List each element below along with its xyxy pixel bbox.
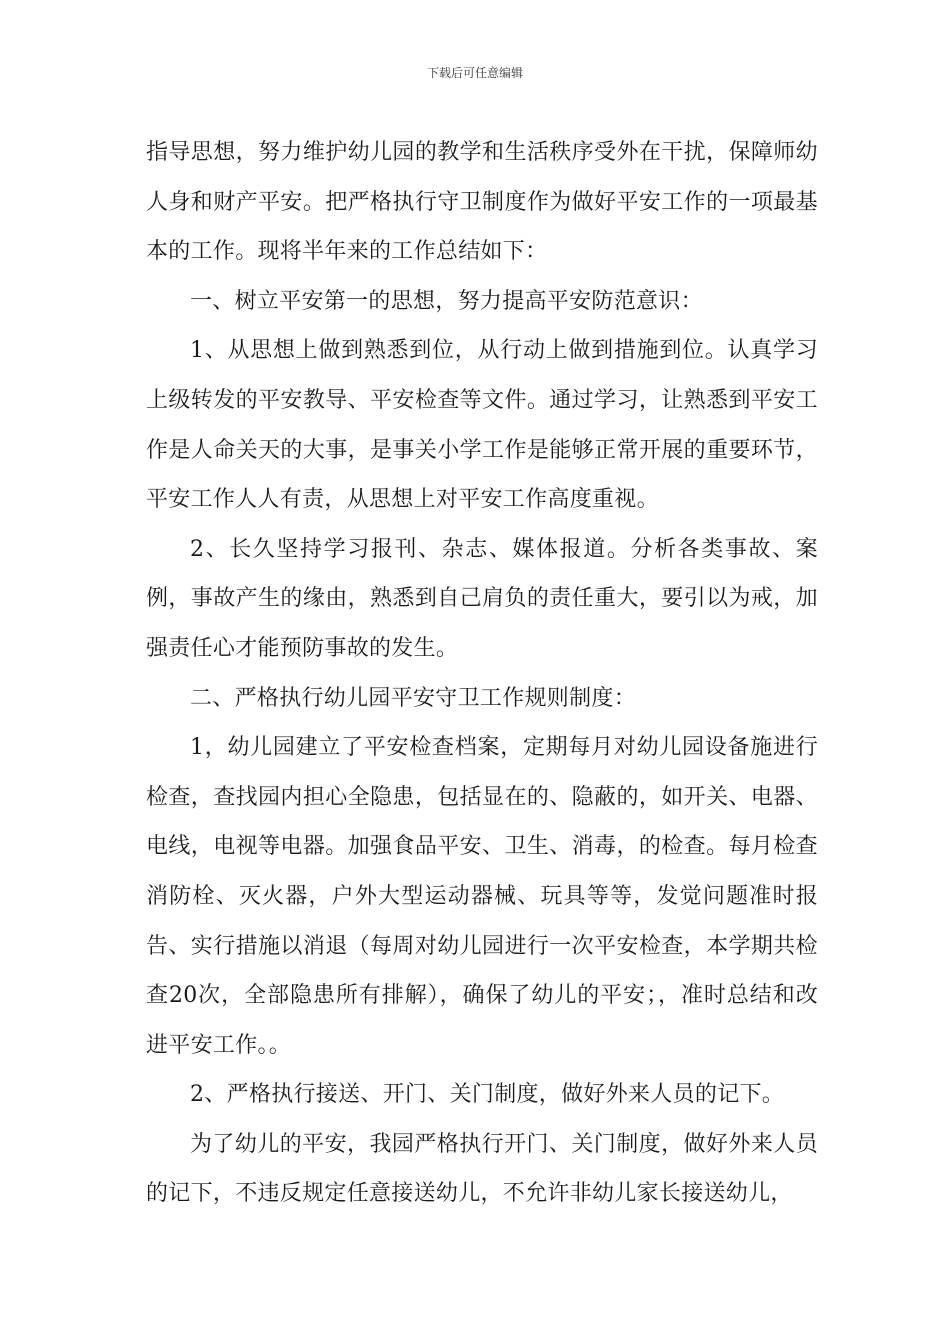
document-body <box>146 128 818 1219</box>
paragraph-1-1: 1、从思想上做到熟悉到位，从行动上做到措施到位。认真学习上级转发的平安教导、平安检查等文件。通过学习，让熟悉到平安工作是人命关天的大事，是事关小学工作是能够正常开展的重要环节，平安工作人人有责，从思想上对平安工作高度重视。 <box>146 338 818 513</box>
paragraph-2-1: 1，幼儿园建立了平安检查档案，定期每月对幼儿园设备施进行检查，查找园内担心全隐患，包括显在的、隐蔽的，如开关、电器、电线，电视等电器。加强食品平安、卫生、消毒，的检查。每月检查消防栓、灭火器，户外大型运动器械、玩具等等，发觉问题准时报告、实行措施以消退（每周对幼儿园进行一次平安检查，本学期共检查20次，全部隐患所有排解），确保了幼儿的平安；，准时总结和改进平安工作。。 <box>146 735 818 1058</box>
paragraph-1-2: 2、长久坚持学习报刊、杂志、媒体报道。分析各类事故、案例，事故产生的缘由，熟悉到自己肩负的责任重大，要引以为戒，加强责任心才能预防事故的发生。 <box>146 536 818 661</box>
paragraph-intro: 指导思想，努力维护幼儿园的教学和生活秩序受外在干扰，保障师幼人身和财产平安。把严格执行守卫制度作为做好平安工作的一项最基本的工作。现将半年来的工作总结如下： <box>146 140 818 265</box>
paragraph-2-2: 2、严格执行接送、开门、关门制度，做好外来人员的记下。 <box>190 1082 785 1108</box>
page-header: 下载后可任意编辑 <box>426 66 523 80</box>
paragraph-2-3: 为了幼儿的平安，我园严格执行开门、关门制度，做好外来人员的记下，不违反规定任意接送幼儿，不允许非幼儿家长接送幼儿， <box>146 1131 818 1207</box>
section-heading-2: 二、严格执行幼儿园平安守卫工作规则制度： <box>190 685 637 711</box>
section-heading-1: 一、树立平安第一的思想，努力提高平安防范意识： <box>190 288 703 314</box>
